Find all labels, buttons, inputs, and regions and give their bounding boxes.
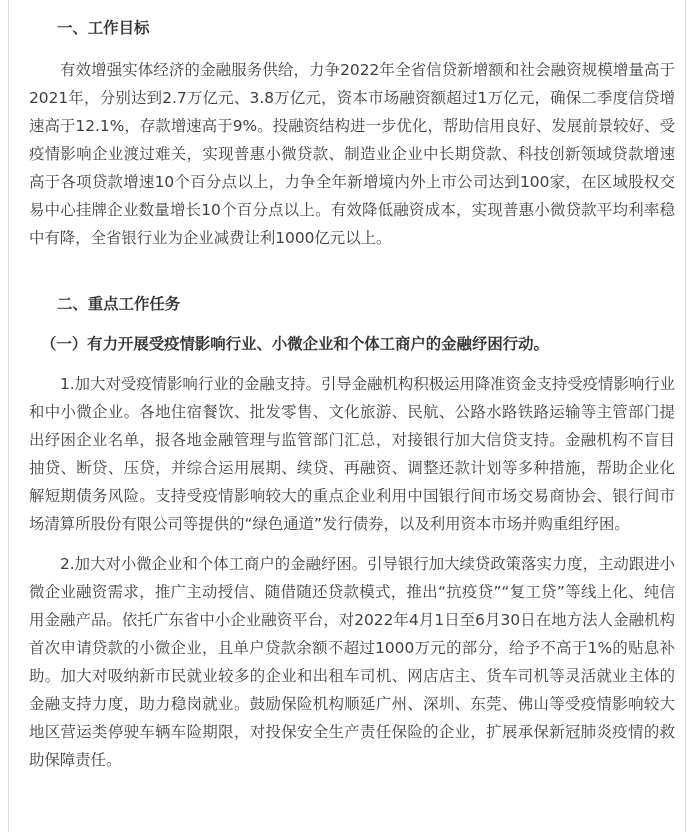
article-content (29, 14, 675, 774)
section-1-paragraph: 有效增强实体经济的金融服务供给，力争2022年全省信贷新增额和社会融资规模增量高于2021年，分别达到2.7万亿元、3.8万亿元，资本市场融资额超过1万亿元，确保二季度信贷增速高于12.1%，存款增速高于9%。投融资结构进一步优化，帮助信用良好、发展前景较好、受疫情影响企业渡过难关，实现普惠小微贷款、制造业企业中长期贷款、科技创新领域贷款增速高于各项贷款增速10个百分点以上，力争全年新增境内外上市公司达到100家，在区域股权交易中心挂牌企业数量增长10个百分点以上。有效降低融资成本，实现普惠小微贷款平均利率稳中有降，全省银行业为企业减费让利1000亿元以上。 (29, 61, 675, 247)
section-2-heading: 二、重点工作任务 (57, 295, 181, 313)
task-item-2: 2.加大对小微企业和个体工商户的金融纾困。引导银行加大续贷政策落实力度，主动跟进小微企业融资需求，推广主动授信、随借随还贷款模式，推出“抗疫贷”“复工贷”等线上化、纯信用金融产品。依托广东省中小企业融资平台，对2022年4月1日至6月30日在地方法人金融机构首次申请贷款的小微企业，且单户贷款余额不超过1000万元的部分，给予不高于1%的贴息补助。加大对吸纳新市民就业较多的企业和出租车司机、网店店主、货车司机等灵活就业主体的金融支持力度，助力稳岗就业。鼓励保险机构顺延广州、深圳、东莞、佛山等受疫情影响较大地区营运类停驶车辆车险期限，对投保安全生产责任保险的企业，扩展承保新冠肺炎疫情的救助保障责任。 (29, 555, 675, 769)
task-item-1: 1.加大对受疫情影响行业的金融支持。引导金融机构积极运用降准资金支持受疫情影响行业和中小微企业。各地住宿餐饮、批发零售、文化旅游、民航、公路水路铁路运输等主管部门提出纾困企业名单，报各地金融管理与监管部门汇总，对接银行加大信贷支持。金融机构不盲目抽贷、断贷、压贷，并综合运用展期、续贷、再融资、调整还款计划等多种措施，帮助企业化解短期债务风险。支持受疫情影响较大的重点企业利用中国银行间市场交易商协会、银行间市场清算所股份有限公司等提供的“绿色通道”发行债券，以及利用资本市场并购重组纾困。 (29, 375, 675, 533)
section-1-heading: 一、工作目标 (57, 19, 150, 37)
article-page (8, 0, 686, 832)
section-2-subheading: （一）有力开展受疫情影响行业、小微企业和个体工商户的金融纾困行动。 (41, 335, 549, 353)
